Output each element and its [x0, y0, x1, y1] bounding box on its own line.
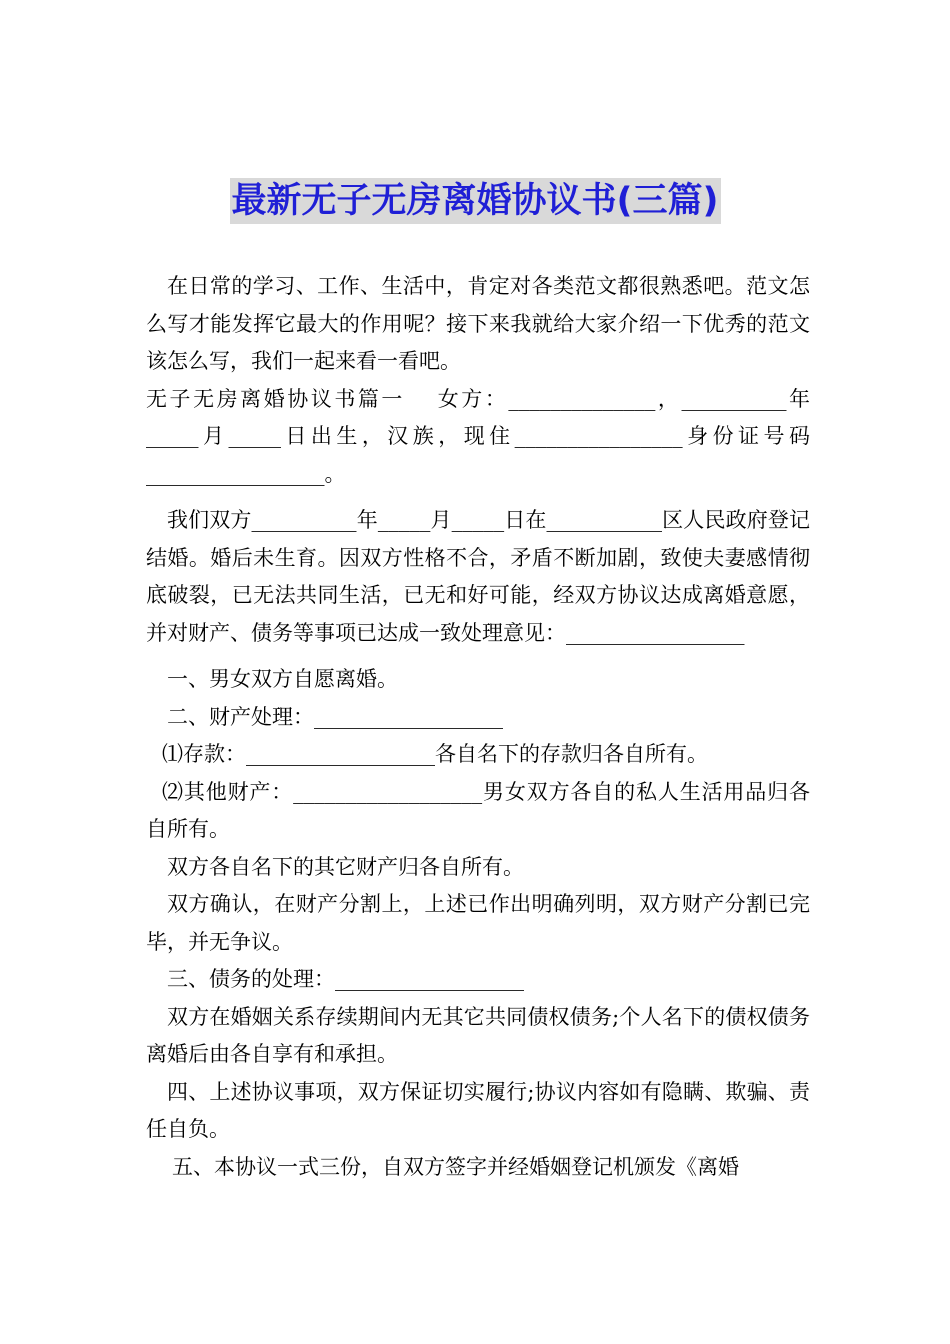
document-title: 最新无子无房离婚协议书(三篇): [230, 178, 721, 224]
clause-3: 三、债务的处理：__________________: [167, 967, 524, 991]
clause-2-confirm: 双方确认，在财产分割上，上述已作出明确列明，双方财产分割已完毕，并无争议。: [146, 892, 810, 954]
clause-5: 五、本协议一式三份，自双方签字并经婚姻登记机颁发《离婚: [172, 1154, 739, 1179]
marriage-paragraph: 我们双方__________年_____月_____日在___________区人民政府登记结婚。婚后未生育。因双方性格不合，矛盾不断加剧，致使夫妻感情彻底破裂，已无法共同生活，已无和好可能，经双方协议达成离婚意愿，并对财产、债务等事项已达成一致处理意见：_________________: [146, 508, 810, 645]
title-container: [0, 178, 950, 224]
clause-2-1: ⑴存款：__________________各自名下的存款归各自所有。: [162, 742, 708, 766]
party-info-paragraph: 无子无房离婚协议书篇一 女方：______________，__________年_____月_____日出生，汉族，现住________________身份证号码_________________。: [146, 386, 810, 486]
clause-2-2: ⑵其他财产：__________________男女双方各自的私人生活用品归各自所有。: [146, 779, 810, 841]
clause-1: 一、男女双方自愿离婚。: [167, 667, 398, 691]
clause-4: 四、上述协议事项，双方保证切实履行;协议内容如有隐瞒、欺骗、责任自负。: [146, 1079, 810, 1141]
intro-paragraph: 在日常的学习、工作、生活中，肯定对各类范文都很熟悉吧。范文怎么写才能发挥它最大的作用呢？接下来我就给大家介绍一下优秀的范文该怎么写，我们一起来看一看吧。: [146, 274, 810, 373]
clause-3-detail: 双方在婚姻关系存续期间内无其它共同债权债务;个人名下的债权债务离婚后由各自享有和承担。: [146, 1004, 810, 1066]
clause-2-other: 双方各自名下的其它财产归各自所有。: [167, 854, 524, 879]
document-body: [146, 268, 810, 1186]
clause-2: 二、财产处理：__________________: [167, 704, 503, 729]
